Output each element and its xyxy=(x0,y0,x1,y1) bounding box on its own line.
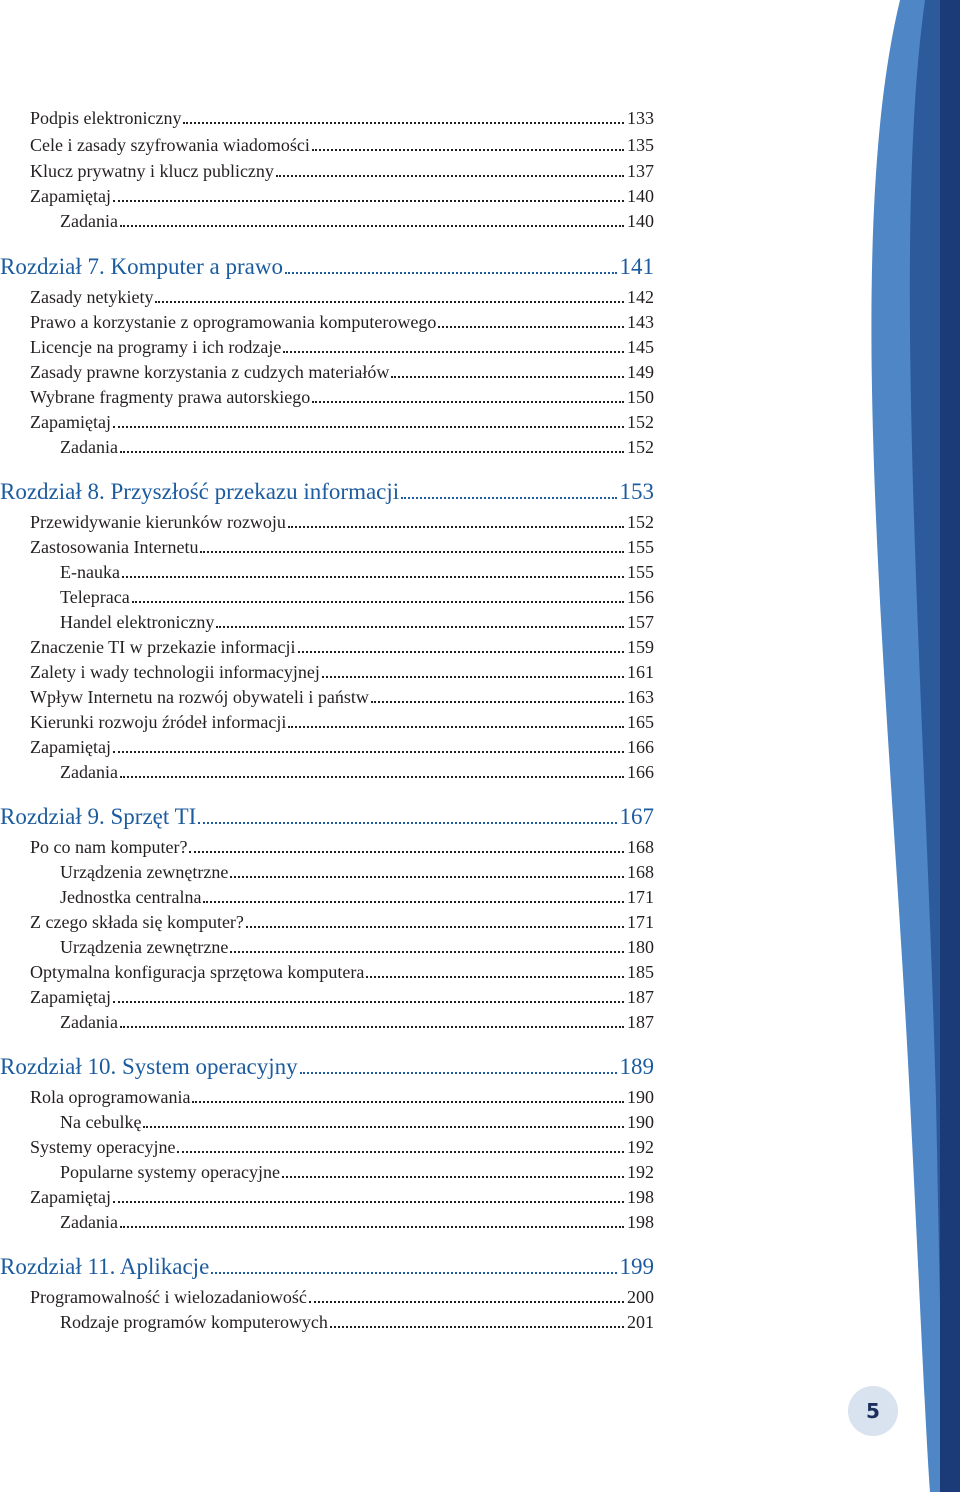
toc-entry-page: 150 xyxy=(627,387,654,407)
toc-entry-page: 149 xyxy=(627,362,654,382)
toc-entry[interactable] xyxy=(60,608,654,633)
dot-leader xyxy=(203,900,624,903)
toc-entry-title: Zadania xyxy=(60,762,118,782)
toc-entry-title: Kierunki rozwoju źródeł informacji xyxy=(30,712,287,732)
toc-entry-title: Zadania xyxy=(60,1012,118,1032)
toc-chapter-entry[interactable] xyxy=(0,249,654,281)
toc-chapter-entry[interactable] xyxy=(0,474,654,506)
dot-leader xyxy=(282,1175,624,1178)
toc-entry[interactable] xyxy=(30,533,654,558)
dot-leader xyxy=(120,1225,624,1228)
toc-entry-title: Zapamiętaj xyxy=(30,412,111,432)
dot-leader xyxy=(246,925,624,928)
toc-entry-page: 192 xyxy=(627,1137,654,1157)
toc-entry-page: 152 xyxy=(627,412,654,432)
dot-leader xyxy=(366,975,624,978)
dot-leader xyxy=(312,148,624,151)
toc-entry-page: 190 xyxy=(627,1087,654,1107)
toc-entry-page: 198 xyxy=(627,1212,654,1232)
toc-entry[interactable] xyxy=(30,1133,654,1158)
toc-entry-title: Urządzenia zewnętrzne xyxy=(60,862,229,882)
toc-entry[interactable] xyxy=(30,182,654,207)
toc-entry-page: 155 xyxy=(627,537,654,557)
toc-entry[interactable] xyxy=(30,633,654,658)
toc-entry-page: 192 xyxy=(627,1162,654,1182)
dot-leader xyxy=(391,375,624,378)
dot-leader xyxy=(132,600,624,603)
toc-entry-page: 137 xyxy=(627,161,654,181)
toc-entry-page: 201 xyxy=(627,1312,654,1332)
toc-entry-page: 168 xyxy=(627,862,654,882)
toc-entry[interactable] xyxy=(30,658,654,683)
toc-entry-page: 163 xyxy=(627,687,654,707)
toc-entry-page: 153 xyxy=(619,479,654,504)
toc-entry-page: 189 xyxy=(619,1054,654,1079)
toc-entry-title: Zalety i wady technologii informacyjnej xyxy=(30,662,320,682)
toc-entry[interactable] xyxy=(30,1183,654,1208)
toc-entry-title: Optymalna konfiguracja sprzętowa komputera xyxy=(30,962,365,982)
toc-entry[interactable] xyxy=(30,958,654,983)
toc-entry[interactable] xyxy=(30,358,654,383)
toc-entry-page: 152 xyxy=(627,512,654,532)
toc-entry-page: 135 xyxy=(627,135,654,155)
toc-entry-title: Klucz prywatny i klucz publiczny xyxy=(30,161,274,181)
toc-entry-title: Po co nam komputer? xyxy=(30,837,188,857)
dot-leader xyxy=(143,1125,624,1128)
toc-entry[interactable] xyxy=(60,858,654,883)
toc-entry-page: 167 xyxy=(619,804,654,829)
toc-entry-title: Zadania xyxy=(60,211,118,231)
toc-entry-page: 185 xyxy=(627,962,654,982)
toc-entry[interactable] xyxy=(60,558,654,583)
toc-entry-title: Programowalność i wielozadaniowość xyxy=(30,1287,307,1307)
dot-leader xyxy=(371,700,624,703)
toc-entry-title: Rola oprogramowania xyxy=(30,1087,191,1107)
dot-leader xyxy=(155,300,624,303)
toc-chapter-entry[interactable] xyxy=(0,1249,654,1281)
toc-entry[interactable] xyxy=(30,308,654,333)
dot-leader xyxy=(276,174,624,177)
dot-leader xyxy=(189,850,624,853)
toc-entry[interactable] xyxy=(30,408,654,433)
toc-entry-title: Zapamiętaj xyxy=(30,737,111,757)
dot-leader xyxy=(177,1150,624,1153)
dot-leader xyxy=(198,821,616,824)
toc-entry-page: 145 xyxy=(627,337,654,357)
dot-leader xyxy=(113,1000,624,1003)
toc-entry-title: Rozdział 7. Komputer a prawo xyxy=(0,254,283,279)
toc-entry-title: Popularne systemy operacyjne xyxy=(60,1162,280,1182)
toc-entry-title: Na cebulkę xyxy=(60,1112,142,1132)
toc-entry-page: 159 xyxy=(627,637,654,657)
toc-entry-page: 168 xyxy=(627,837,654,857)
toc-entry-title: Jednostka centralna xyxy=(60,887,202,907)
toc-entry[interactable] xyxy=(60,1108,654,1133)
toc-entry[interactable] xyxy=(60,1008,654,1033)
toc-entry-title: Zasady prawne korzystania z cudzych materiałów xyxy=(30,362,390,382)
dot-leader xyxy=(438,325,624,328)
toc-entry-title: Zadania xyxy=(60,1212,118,1232)
toc-entry-page: 140 xyxy=(627,186,654,206)
dot-leader xyxy=(230,950,624,953)
toc-entry-title: Zapamiętaj xyxy=(30,186,111,206)
dot-leader xyxy=(120,775,624,778)
toc-entry-title: Z czego składa się komputer? xyxy=(30,912,244,932)
toc-entry-title: E-nauka xyxy=(60,562,120,582)
toc-entry-page: 200 xyxy=(627,1287,654,1307)
toc-entry-title: Zapamiętaj xyxy=(30,1187,111,1207)
toc-entry[interactable] xyxy=(60,433,654,458)
toc-entry-title: Systemy operacyjne xyxy=(30,1137,176,1157)
toc-chapter-entry[interactable] xyxy=(0,799,654,831)
dot-leader xyxy=(216,625,624,628)
toc-entry-page: 187 xyxy=(627,1012,654,1032)
toc-entry-page: 180 xyxy=(627,937,654,957)
dot-leader xyxy=(300,1071,617,1074)
toc-entry[interactable] xyxy=(30,104,654,129)
toc-entry[interactable] xyxy=(30,683,654,708)
toc-entry-title: Urządzenia zewnętrzne xyxy=(60,937,229,957)
toc-entry-title: Licencje na programy i ich rodzaje xyxy=(30,337,282,357)
toc-entry-page: 171 xyxy=(627,887,654,907)
toc-entry[interactable] xyxy=(60,758,654,783)
dot-leader xyxy=(120,224,624,227)
toc-entry-title: Rozdział 11. Aplikacje xyxy=(0,1254,210,1279)
page-number: 5 xyxy=(866,1399,880,1423)
toc-entry-title: Zasady netykiety xyxy=(30,287,154,307)
toc-entry-title: Handel elektroniczny xyxy=(60,612,215,632)
toc-entry-title: Przewidywanie kierunków rozwoju xyxy=(30,512,286,532)
toc-entry[interactable] xyxy=(30,383,654,408)
dot-leader xyxy=(200,550,624,553)
toc-entry-title: Podpis elektroniczny xyxy=(30,108,182,128)
toc-entry-title: Wpływ Internetu na rozwój obywateli i państw xyxy=(30,687,369,707)
toc-entry[interactable] xyxy=(30,983,654,1008)
dot-leader xyxy=(285,271,617,274)
dot-leader xyxy=(192,1100,624,1103)
toc-entry-title: Znaczenie TI w przekazie informacji xyxy=(30,637,296,657)
toc-entry-page: 143 xyxy=(627,312,654,332)
toc-entry[interactable] xyxy=(30,333,654,358)
toc-entry[interactable] xyxy=(30,1083,654,1108)
toc-entry-title: Zadania xyxy=(60,437,118,457)
dot-leader xyxy=(288,525,624,528)
dot-leader xyxy=(113,1200,624,1203)
dot-leader xyxy=(283,350,624,353)
toc-entry[interactable] xyxy=(60,1158,654,1183)
dot-leader xyxy=(122,575,624,578)
toc-entry-page: 190 xyxy=(627,1112,654,1132)
toc-entry-page: 198 xyxy=(627,1187,654,1207)
toc-entry[interactable] xyxy=(30,508,654,533)
toc-entry-page: 142 xyxy=(627,287,654,307)
toc-entry[interactable] xyxy=(30,733,654,758)
toc-chapter-entry[interactable] xyxy=(0,1049,654,1081)
dot-leader xyxy=(211,1271,616,1274)
toc-entry-page: 171 xyxy=(627,912,654,932)
toc-entry-page: 165 xyxy=(627,712,654,732)
dot-leader xyxy=(113,425,624,428)
dot-leader xyxy=(230,875,624,878)
toc-entry-title: Wybrane fragmenty prawa autorskiego xyxy=(30,387,311,407)
dot-leader xyxy=(120,1025,624,1028)
dot-leader xyxy=(322,675,624,678)
toc-entry[interactable] xyxy=(60,583,654,608)
toc-entry-title: Rozdział 8. Przyszłość przekazu informacji xyxy=(0,479,400,504)
toc-entry[interactable] xyxy=(30,1283,654,1308)
dot-leader xyxy=(113,750,624,753)
toc-entry-title: Prawo a korzystanie z oprogramowania komputerowego xyxy=(30,312,437,332)
dot-leader xyxy=(183,121,624,124)
toc-entry[interactable] xyxy=(30,131,654,156)
dot-leader xyxy=(401,496,616,499)
toc-entry[interactable] xyxy=(60,207,654,232)
toc-entry-page: 152 xyxy=(627,437,654,457)
toc-entry-title: Rozdział 10. System operacyjny xyxy=(0,1054,298,1079)
dot-leader xyxy=(298,650,624,653)
toc-entry-page: 155 xyxy=(627,562,654,582)
toc-entry-title: Zastosowania Internetu xyxy=(30,537,199,557)
toc-entry-page: 156 xyxy=(627,587,654,607)
toc-entry-page: 187 xyxy=(627,987,654,1007)
dot-leader xyxy=(288,725,624,728)
toc-entry[interactable] xyxy=(60,1308,654,1333)
toc-entry[interactable] xyxy=(60,933,654,958)
toc-entry-page: 141 xyxy=(619,254,654,279)
toc-entry-title: Rozdział 9. Sprzęt TI xyxy=(0,804,197,829)
toc-entry[interactable] xyxy=(30,708,654,733)
toc-entry[interactable] xyxy=(60,883,654,908)
toc-entry-page: 199 xyxy=(619,1254,654,1279)
toc-entry-page: 140 xyxy=(627,211,654,231)
dot-leader xyxy=(312,400,624,403)
toc-entry-page: 161 xyxy=(627,662,654,682)
toc-entry[interactable] xyxy=(30,283,654,308)
toc-entry-page: 166 xyxy=(627,737,654,757)
toc-entry[interactable] xyxy=(60,1208,654,1233)
toc-entry-page: 166 xyxy=(627,762,654,782)
dot-leader xyxy=(330,1325,624,1328)
toc-entry-title: Telepraca xyxy=(60,587,130,607)
toc-entry[interactable] xyxy=(30,157,654,182)
toc-entry[interactable] xyxy=(30,833,654,858)
dot-leader xyxy=(309,1300,624,1303)
toc-entry-title: Rodzaje programów komputerowych xyxy=(60,1312,328,1332)
dot-leader xyxy=(113,199,624,202)
toc-entry-title: Zapamiętaj xyxy=(30,987,111,1007)
toc-entry-page: 157 xyxy=(627,612,654,632)
dot-leader xyxy=(120,450,624,453)
page-number-badge xyxy=(848,1386,898,1436)
toc-entry-page: 133 xyxy=(627,108,654,128)
toc-entry-title: Cele i zasady szyfrowania wiadomości xyxy=(30,135,310,155)
toc-entry[interactable] xyxy=(30,908,654,933)
